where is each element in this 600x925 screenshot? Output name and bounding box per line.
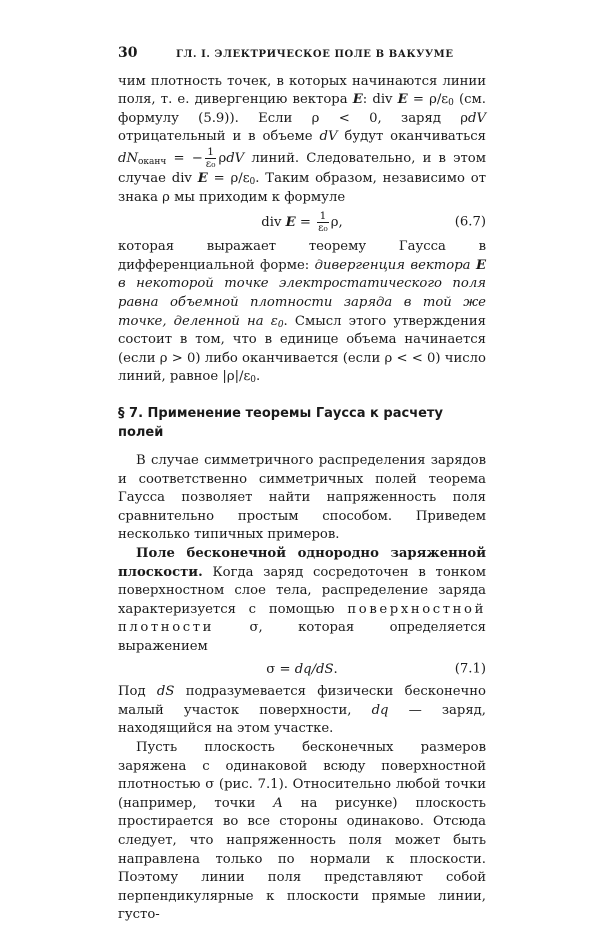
- fraction-numerator: 1: [205, 147, 217, 159]
- text: на рисунке) плоскость простирается во все стороны одинаково. Отсюда следует, что напряженность поля может быть направлена только по нормали к плоскости. Поэтому линии поля представляют собой перпендикулярные к плоскости прямые линии, густо-: [118, 795, 486, 923]
- equation-number: (7.1): [454, 661, 486, 677]
- subscript: 0: [277, 319, 284, 330]
- subscript: оканч: [137, 156, 167, 167]
- paragraph-4: [118, 545, 486, 657]
- text: чим плотность точек, в которых начинаются линии поля, т. е. дивергенцию вектора: [118, 73, 486, 108]
- paragraph-5: [118, 683, 486, 739]
- math-dq: dq: [371, 702, 389, 718]
- math-dN: dN: [118, 150, 138, 166]
- text: подразумевается физически бесконечно малый участок поверхности,: [118, 684, 486, 718]
- text: ρ: [218, 150, 227, 166]
- bold-subheading: Поле бесконечной однородно заряженной плоскости.: [118, 546, 486, 580]
- page-number: 30: [118, 45, 138, 61]
- math-dS: dS: [156, 684, 175, 700]
- text: =: [295, 215, 316, 231]
- vector-E: E: [352, 92, 363, 108]
- italic-text: дивергенция вектора: [314, 257, 476, 273]
- equation-number: (6.7): [454, 214, 486, 230]
- point-A: A: [273, 795, 283, 811]
- vector-E: E: [197, 170, 208, 186]
- vector-E: E: [285, 215, 296, 231]
- text: — заряд, находящийся на этом участке.: [118, 702, 486, 737]
- fraction-numerator: 1: [317, 211, 329, 223]
- text: .: [333, 661, 338, 677]
- paragraph-3: В случае симметричного распределения зарядов и соответственно симметричных полей теорема Гаусса позволяет найти напряженность поля сравнительно простым способом. Приведем несколько типичных примеров.: [118, 453, 486, 543]
- paragraph-2: [118, 238, 486, 387]
- equation-6-7: [118, 211, 486, 234]
- text: которая выражает теорему Гаусса в дифференциальной форме:: [118, 239, 486, 273]
- spaced-emphasis: поверхностной плотности: [118, 601, 486, 636]
- subscript: 0: [448, 98, 454, 109]
- text: .: [256, 369, 261, 385]
- math-dq-dS: dq/dS: [294, 661, 334, 677]
- text: Пусть плоскость бесконечных размеров заряжена с одинаковой всюду поверхностной плотностью σ (рис. 7.1). Относительно любой точки (например, точки: [118, 740, 486, 811]
- book-page: [118, 44, 486, 925]
- text: σ =: [266, 661, 295, 677]
- text: линий. Следовательно, и в этом случае div: [118, 150, 487, 186]
- subscript: 0: [249, 176, 256, 187]
- paragraph-1: [118, 73, 486, 208]
- text: Под: [118, 684, 157, 700]
- text: отрицательный и в объеме: [118, 129, 320, 145]
- text: = ρ/ε: [207, 170, 250, 186]
- text: = −: [166, 150, 203, 166]
- text: Когда заряд сосредоточен в тонком поверхностном слое тела, распределение заряда характеризуется с помощью: [118, 564, 486, 617]
- equation-7-1: [118, 661, 486, 680]
- vector-E: E: [397, 92, 408, 108]
- text: = ρ/ε: [407, 92, 449, 108]
- text: . Смысл этого утверждения состоит в том, что в единице объема начинается (если ρ > 0) либо оканчивается (если ρ < < 0) число линий, равное |ρ|/ε: [118, 313, 486, 385]
- italic-text: в некоторой точке электростатического поля равна объемной плотности заряда в той же точке, деленной на ε: [118, 276, 486, 329]
- fraction-denominator: ε₀: [205, 157, 216, 170]
- math-dV: dV: [468, 110, 486, 126]
- vector-E: E: [475, 257, 486, 273]
- fraction: [205, 147, 217, 170]
- text: (см. формулу (5.9)). Если ρ < 0, заряд ρ: [118, 92, 486, 126]
- math-dV: dV: [226, 150, 245, 166]
- section-heading: § 7. Применение теоремы Гаусса к расчету полей: [118, 405, 443, 440]
- subscript: 0: [250, 375, 257, 386]
- math-dV: dV: [319, 129, 338, 145]
- fraction: [317, 211, 329, 234]
- text: σ, которая определяется выражением: [118, 620, 486, 655]
- page-header: [118, 44, 486, 65]
- fraction-denominator: ε₀: [318, 222, 328, 235]
- text: будут оканчиваться: [337, 129, 486, 145]
- text: . Таким образом, независимо от знака ρ мы приходим к формуле: [118, 170, 486, 205]
- text: : div: [362, 92, 398, 108]
- text: div: [261, 215, 286, 231]
- running-head: ГЛ. I. ЭЛЕКТРИЧЕСКОЕ ПОЛЕ В ВАКУУМЕ: [176, 49, 454, 60]
- paragraph-6: [118, 739, 486, 925]
- text: ρ,: [330, 215, 343, 231]
